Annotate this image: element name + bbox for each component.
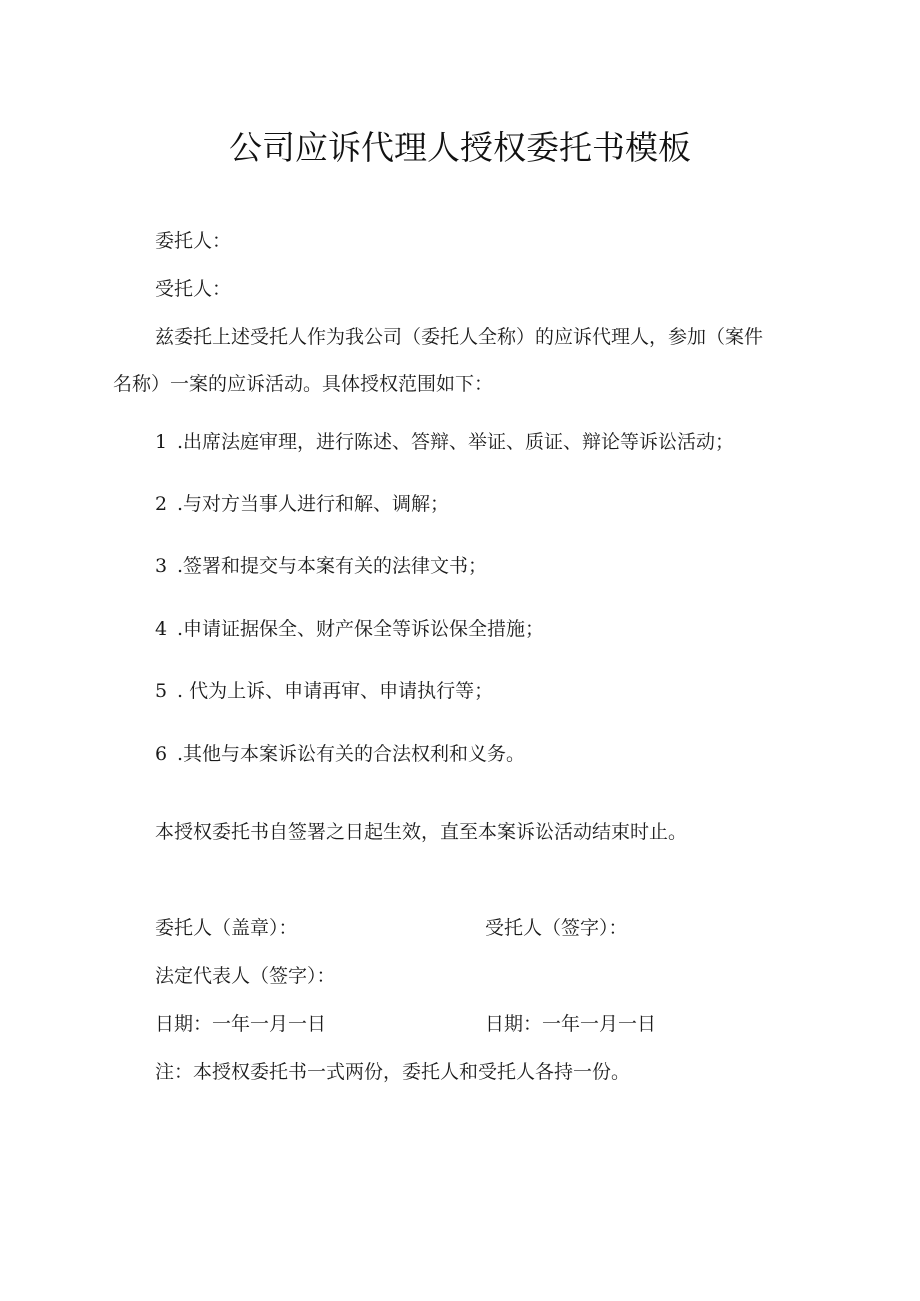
intro-line-2: 名称）一案的应诉活动。具体授权范围如下： — [113, 373, 494, 395]
list-item — [155, 429, 734, 455]
note: 注：本授权委托书一式两份，委托人和受托人各持一份。 — [155, 1061, 631, 1083]
list-item-text: .其他与本案诉讼有关的合法权利和义务。 — [177, 743, 526, 765]
list-item-number: 3 — [155, 555, 168, 577]
list-item-number: 2 — [155, 493, 168, 515]
list-item-number: 5 — [155, 680, 168, 702]
agent-label: 受托人： — [155, 278, 232, 300]
list-item — [155, 491, 449, 517]
list-item-number: 1 — [155, 431, 168, 453]
agent-sign-label: 受托人（签字）： — [485, 917, 628, 939]
document-title: 公司应诉代理人授权委托书模板 — [229, 128, 691, 167]
principal-seal-label: 委托人（盖章）： — [155, 917, 298, 939]
list-item — [155, 616, 544, 642]
list-item-number: 4 — [155, 618, 168, 640]
list-item — [155, 553, 487, 579]
list-item-text: .出席法庭审理，进行陈述、答辩、举证、质证、辩论等诉讼活动； — [177, 431, 735, 453]
intro-line-1: 兹委托上述受托人作为我公司（委托人全称）的应诉代理人，参加（案件 — [155, 326, 764, 348]
list-item-text: . 代为上诉、申请再审、申请执行等； — [177, 680, 494, 702]
list-item-text: .申请证据保全、财产保全等诉讼保全措施； — [177, 618, 545, 640]
date-right: 日期：一年一月一日 — [485, 1013, 657, 1035]
validity-statement: 本授权委托书自签署之日起生效，直至本案诉讼活动结束时止。 — [155, 821, 688, 843]
date-left: 日期：一年一月一日 — [155, 1013, 327, 1035]
principal-label: 委托人： — [155, 230, 232, 252]
list-item-text: .签署和提交与本案有关的法律文书； — [177, 555, 488, 577]
list-item — [155, 741, 525, 767]
list-item-text: .与对方当事人进行和解、调解； — [177, 493, 450, 515]
legal-rep-sign-label: 法定代表人（签字）： — [155, 965, 336, 987]
list-item-number: 6 — [155, 743, 168, 765]
list-item — [155, 678, 493, 704]
